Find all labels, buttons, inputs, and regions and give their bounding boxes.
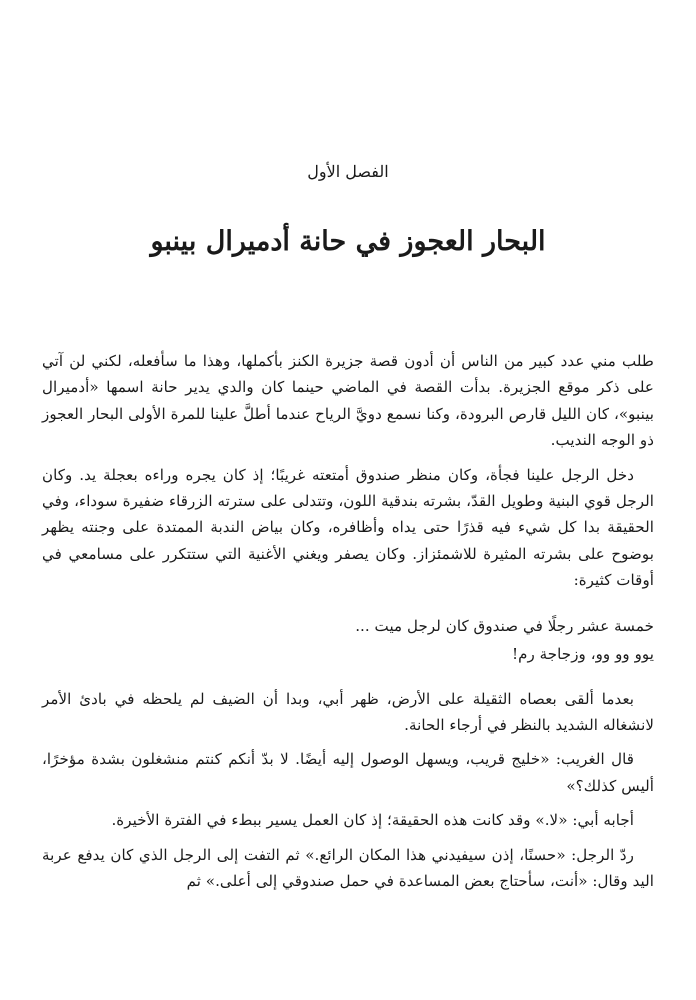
song-line: خمسة عشر رجلًا في صندوق كان لرجل ميت ... [355, 616, 654, 635]
chapter-label: الفصل الأول [307, 162, 389, 181]
paragraph: بعدما ألقى بعصاه الثقيلة على الأرض، ظهر أبي، وبدا أن الضيف لم يلحظه في بادئ الأمر لانشغاله الشديد بالنظر في أرجاء الحانة. [42, 689, 654, 735]
chapter-body [42, 348, 654, 895]
paragraph: قال الغريب: «خليج قريب، ويسهل الوصول إليه أيضًا. لا بدّ أنكم كنتم منشغلون بشدة مؤخرًا، أليس كذلك؟» [42, 750, 654, 795]
song-line: يوو وو وو، وزجاجة رم! [511, 644, 654, 663]
paragraph: ردّ الرجل: «حسنًا، إذن سيفيدني هذا المكان الرائع.» ثم التفت إلى الرجل الذي كان يدفع عربة اليد وقال: «أنت، سأحتاج بعض المساعدة في حمل صندوقي إلى أعلى.» ثم [42, 845, 654, 891]
chapter-title: البحار العجوز في حانة أدميرال بينبو [150, 226, 546, 257]
paragraph: أجابه أبي: «لا.» وقد كانت هذه الحقيقة؛ إذ كان العمل يسير ببطء في الفترة الأخيرة. [111, 811, 634, 830]
paragraph: دخل الرجل علينا فجأة، وكان منظر صندوق أمتعته غريبًا؛ إذ كان يجره وراءه بعجلة يد. وكان الرجل قوي البنية وطويل القدّ، بشرته بندقية اللون، وتتدلى على سترته الزرقاء ضفيرة سوداء، وفي الحقيقة بدا كل شيء فيه قذرًا حتى يداه وأظافره، وكان بياض الندبة الممتدة على وجنته يظهر بوضوح على بشرته المثيرة للاشمئزاز. وكان يصفر ويغني الأغنية التي ستتكرر على مسامعي في أوقات كثيرة: [42, 465, 654, 590]
paragraph: طلب مني عدد كبير من الناس أن أدون قصة جزيرة الكنز بأكملها، وهذا ما سأفعله، لكني لن آتي على ذكر موقع الجزيرة. بدأت القصة في الماضي حينما كان والدي يدير حانة اسمها «أدميرال بينبو»، كان الليل قارص البرودة، وكنا نسمع دويَّ الرياح عندما أطلَّ علينا للمرة الأولى البحار العجوز ذو الوجه النديب. [42, 352, 654, 450]
